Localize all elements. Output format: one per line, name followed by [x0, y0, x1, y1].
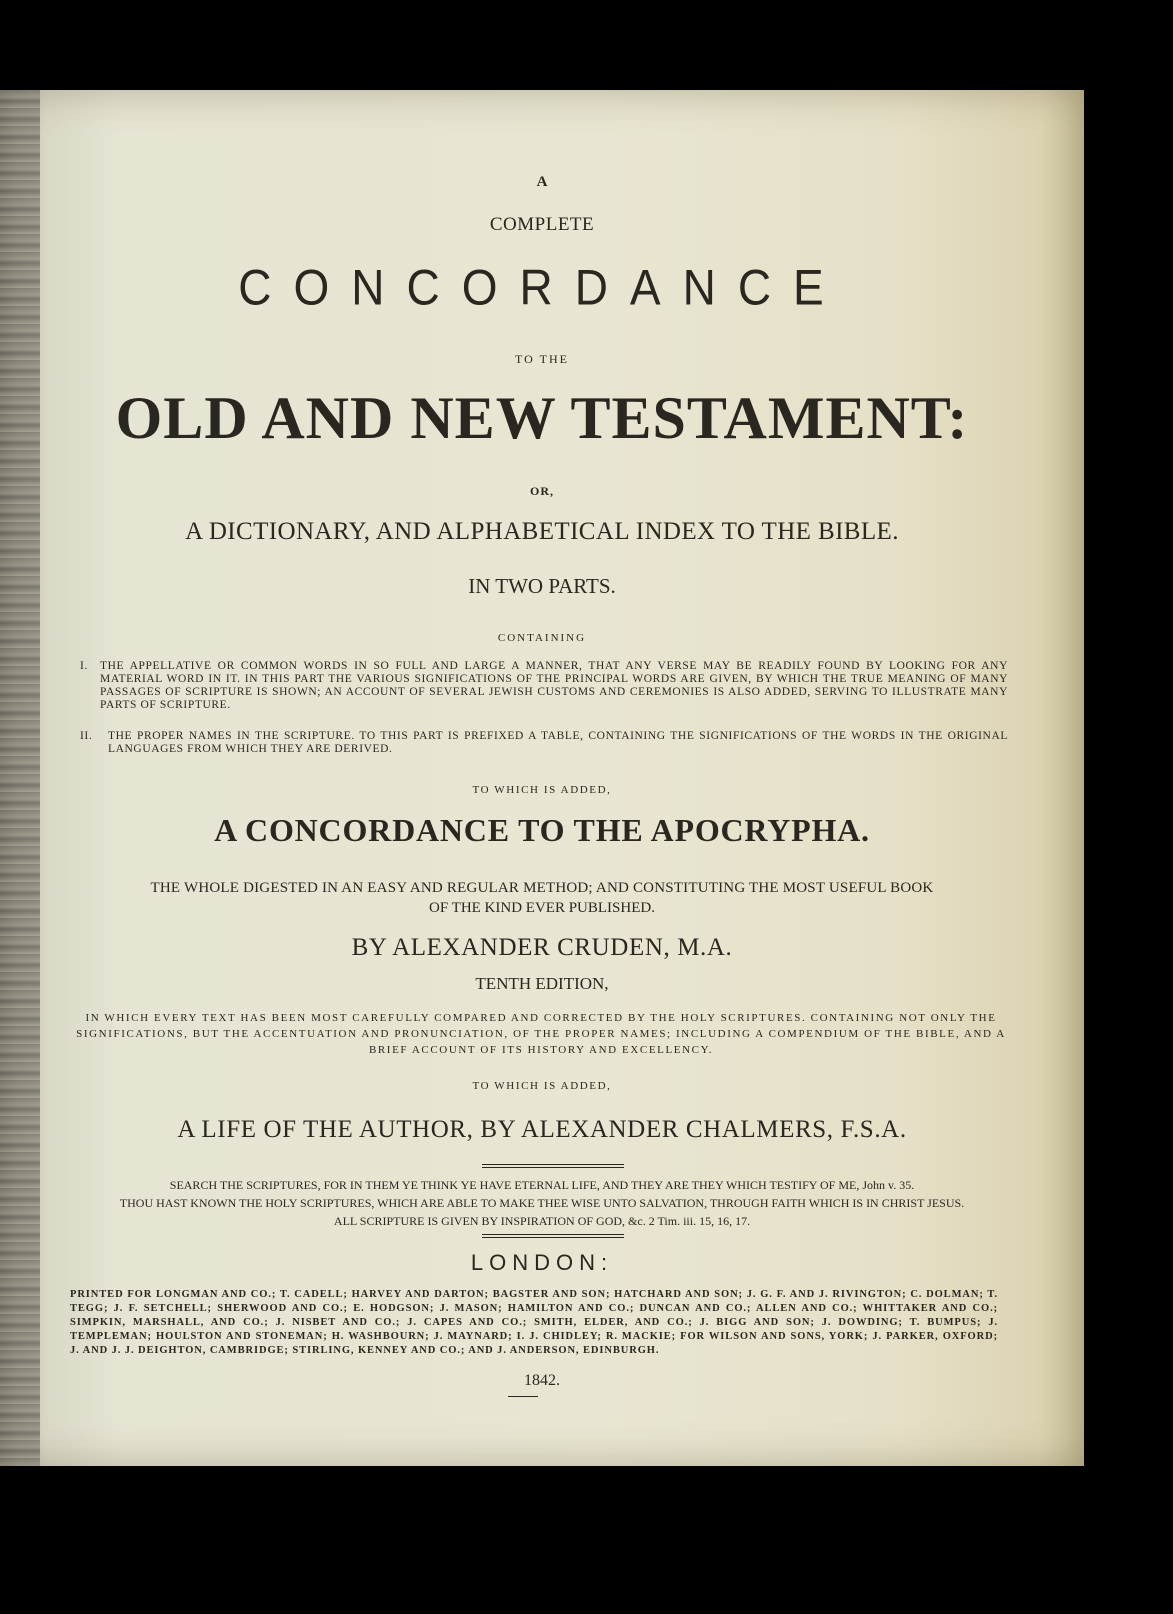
- epigraph-1: SEARCH THE SCRIPTURES, FOR IN THEM YE THINK YE HAVE ETERNAL LIFE, AND THEY ARE THEY WHICH TESTIFY OF ME, John v. 35.: [169, 1178, 915, 1192]
- line-life: A LIFE OF THE AUTHOR, BY ALEXANDER CHALMERS, F.S.A.: [177, 1116, 907, 1143]
- epigraph-3: ALL SCRIPTURE IS GIVEN BY INSPIRATION OF GOD, &c. 2 Tim. iii. 15, 16, 17.: [333, 1214, 751, 1228]
- line-digested-2: OF THE KIND EVER PUBLISHED.: [429, 900, 655, 916]
- line-complete: COMPLETE: [489, 214, 595, 235]
- line-year: 1842.: [524, 1372, 560, 1389]
- line-london: LONDON:: [470, 1250, 614, 1275]
- part-one-text: THE APPELLATIVE OR COMMON WORDS IN SO FULL AND LARGE A MANNER, THAT ANY VERSE MAY BE READILY FOUND BY LOOKING FOR ANY MATERIAL WORD IN IT. IN THIS PART THE VARIOUS SIGNIFICATIONS OF THE PRINCIPAL WORDS ARE GIVEN, BY WHICH THE TRUE MEANING OF MANY PASSAGES OF SCRIPTURE IS SHOWN; AN ACCOUNT OF SEVERAL JEWISH CUSTOMS AND CEREMONIES IS ALSO ADDED, SERVING TO ILLUSTRATE MANY PARTS OF SCRIPTURE.: [100, 660, 1008, 711]
- line-added-1: TO WHICH IS ADDED,: [472, 784, 612, 796]
- epigraph-top-rule: [482, 1164, 624, 1168]
- line-to-the: TO THE: [515, 352, 569, 366]
- epigraph-bottom-rule: [482, 1234, 624, 1238]
- edition-note: IN WHICH EVERY TEXT HAS BEEN MOST CAREFULLY COMPARED AND CORRECTED BY THE HOLY SCRIPTURES. CONTAINING NOT ONLY THE SIGNIFICATIONS, BUT THE ACCENTUATION AND PRONUNCIATION, OF THE PROPER NAMES; INCLUDING A COMPENDIUM OF THE BIBLE, AND A BRIEF ACCOUNT OF ITS HISTORY AND EXCELLENCY.: [76, 1012, 1006, 1056]
- part-two-number: II.: [80, 730, 93, 742]
- part-one-number: I.: [80, 660, 88, 672]
- part-two-text: THE PROPER NAMES IN THE SCRIPTURE. TO THIS PART IS PREFIXED A TABLE, CONTAINING THE SIGNIFICATIONS OF THE WORDS IN THE ORIGINAL LANGUAGES FROM WHICH THEY ARE DERIVED.: [108, 730, 1008, 755]
- line-two-parts: IN TWO PARTS.: [468, 574, 616, 598]
- title-page: [0, 90, 1084, 1466]
- imprint: PRINTED FOR LONGMAN AND CO.; T. CADELL; HARVEY AND DARTON; BAGSTER AND SON; HATCHARD AND SON; J. G. F. AND J. RIVINGTON; C. DOLMAN; T. TEGG; J. F. SETCHELL; SHERWOOD AND CO.; E. HODGSON; J. MASON; HAMILTON AND CO.; DUNCAN AND CO.; ALLEN AND CO.; WHITTAKER AND CO.; SIMPKIN, MARSHALL, AND CO.; J. NISBET AND CO.; J. CAPES AND CO.; SMITH, ELDER, AND CO.; J. BIGG AND SON; J. DOWDING; T. BUMPUS; J. TEMPLEMAN; HOULSTON AND STONEMAN; H. WASHBOURN; J. MAYNARD; I. J. CHIDLEY; R. MACKIE; FOR WILSON AND SONS, YORK; J. PARKER, OXFORD; J. AND J. J. DEIGHTON, CAMBRIDGE; STIRLING, KENNEY AND CO.; AND J. ANDERSON, EDINBURGH.: [70, 1289, 998, 1356]
- line-edition: TENTH EDITION,: [475, 974, 609, 993]
- line-author: BY ALEXANDER CRUDEN, M.A.: [351, 934, 733, 961]
- line-concordance: CONCORDANCE: [238, 258, 846, 316]
- line-testament: OLD AND NEW TESTAMENT:: [115, 385, 969, 451]
- page-gutter: [0, 90, 40, 1466]
- epigraph-2: THOU HAST KNOWN THE HOLY SCRIPTURES, WHICH ARE ABLE TO MAKE THEE WISE UNTO SALVATION, THROUGH FAITH WHICH IS IN CHRIST JESUS.: [119, 1196, 965, 1210]
- year-rule: [508, 1396, 538, 1397]
- line-dictionary: A DICTIONARY, AND ALPHABETICAL INDEX TO THE BIBLE.: [185, 518, 899, 545]
- line-added-2: TO WHICH IS ADDED,: [472, 1080, 612, 1092]
- line-a: A: [536, 174, 548, 190]
- line-apocrypha: A CONCORDANCE TO THE APOCRYPHA.: [214, 812, 870, 848]
- line-containing: CONTAINING: [497, 632, 587, 644]
- line-or: OR,: [530, 484, 554, 498]
- line-digested-1: THE WHOLE DIGESTED IN AN EASY AND REGULAR METHOD; AND CONSTITUTING THE MOST USEFUL BOOK: [150, 880, 934, 896]
